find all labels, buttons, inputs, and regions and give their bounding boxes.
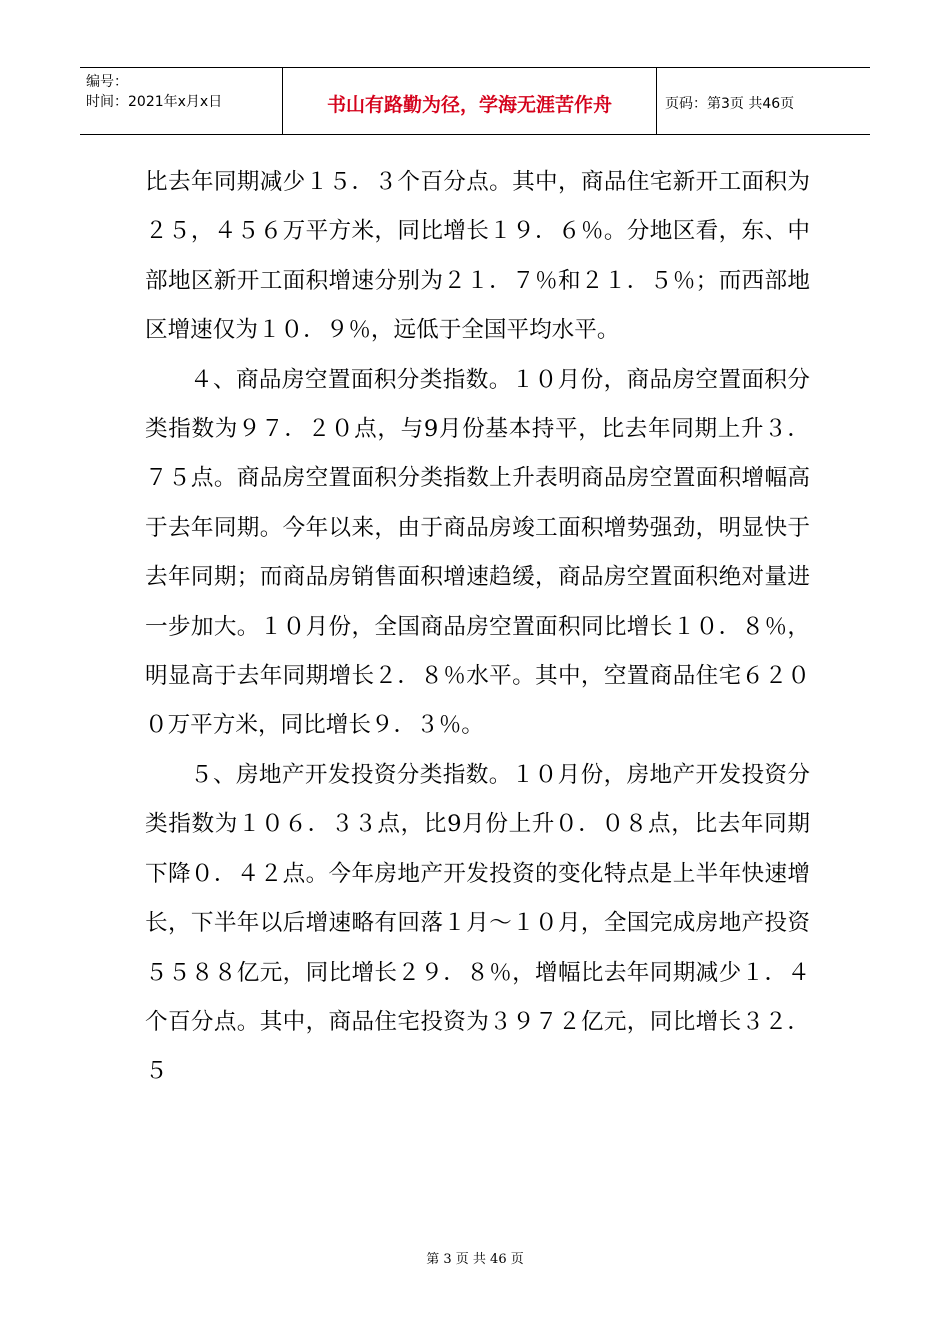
header-meta-cell: [80, 68, 283, 134]
document-body: [145, 158, 810, 1097]
document-time-label: 时间：2021年x月x日: [86, 94, 223, 110]
header-motto-cell: [283, 68, 657, 134]
header-page-info: 页码：第3页 共46页: [665, 96, 795, 112]
paragraph-1: 比去年同期减少１５．３个百分点。其中，商品住宅新开工面积为２５，４５６万平方米，同比增长１９．６％。分地区看，东、中部地区新开工面积增速分别为２１．７％和２１．５％；而西部地区增速仅为１０．９％，远低于全国平均水平。: [145, 169, 810, 344]
page-footer: 第 3 页 共 46 页: [426, 1252, 524, 1267]
header-motto: 书山有路勤为径，学海无涯苦作舟: [326, 93, 612, 116]
paragraph-2: ４、商品房空置面积分类指数。１０月份，商品房空置面积分类指数为９７．２０点，与9月份基本持平，比去年同期上升３．７５点。商品房空置面积分类指数上升表明商品房空置面积增幅高于去年同期。今年以来，由于商品房竣工面积增势强劲，明显快于去年同期；而商品房销售面积增速趋缓，商品房空置面积绝对量进一步加大。１０月份，全国商品房空置面积同比增长１０．８％，明显高于去年同期增长２．８％水平。其中，空置商品住宅６２００万平方米，同比增长９．３％。: [145, 366, 810, 739]
page-header: [80, 67, 870, 135]
header-page-cell: [657, 68, 870, 134]
paragraph-3: ５、房地产开发投资分类指数。１０月份，房地产开发投资分类指数为１０６．３３点，比9月份上升０．０８点，比去年同期下降０．４２点。今年房地产开发投资的变化特点是上半年快速增长，下半年以后增速略有回落１月～１０月，全国完成房地产投资５５８８亿元，同比增长２９．８％，增幅比去年同期减少１．４个百分点。其中，商品住宅投资为３９７２亿元，同比增长３２．５: [145, 761, 810, 1085]
document-number-label: 编号：: [86, 74, 128, 90]
